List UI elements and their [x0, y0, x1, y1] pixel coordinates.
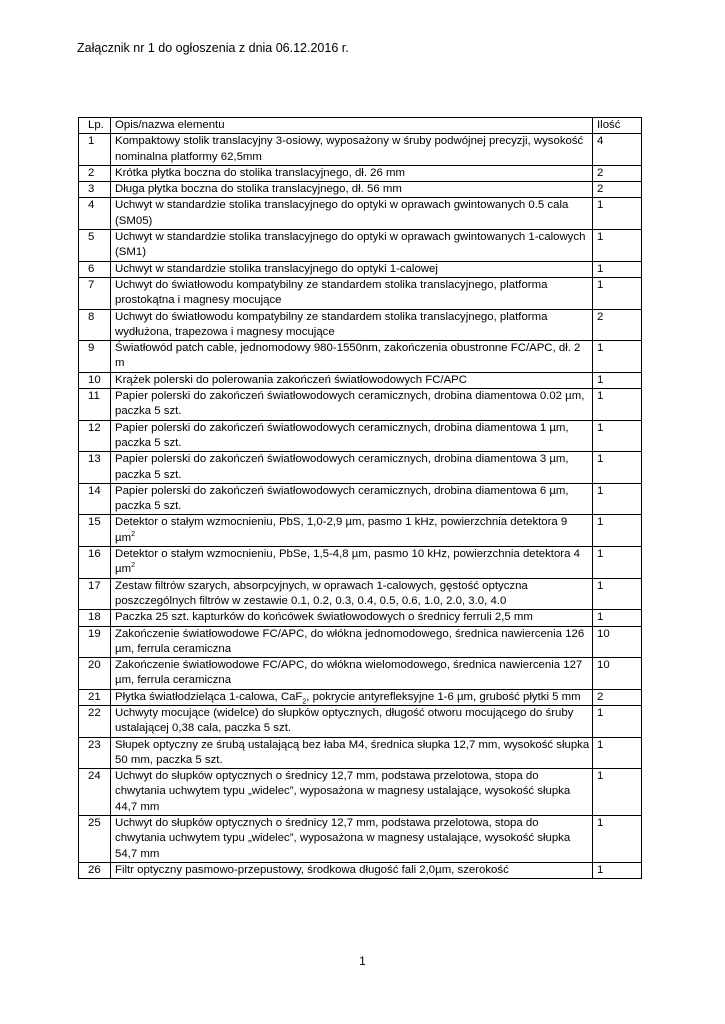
- item-description: [111, 277, 593, 309]
- page-number: 1: [359, 954, 366, 968]
- row-number: 3: [79, 182, 111, 198]
- row-number: 6: [79, 261, 111, 277]
- item-quantity: 1: [593, 862, 642, 878]
- table-row: [79, 862, 642, 878]
- description-text: 2: [302, 697, 307, 705]
- description-text: Detektor o stałym wzmocnieniu, PbSe, 1,5-4,8 µm, pasmo 10 kHz, powierzchnia detektora 4 µm: [115, 548, 580, 576]
- item-quantity: 2: [593, 309, 642, 341]
- item-quantity: 4: [593, 134, 642, 166]
- table-row: [79, 261, 642, 277]
- item-quantity: 10: [593, 626, 642, 658]
- description-text: Światłowód patch cable, jednomodowy 980-1550nm, zakończenia obustronne FC/APC, dł. 2 m: [115, 342, 581, 370]
- table-row: [79, 737, 642, 769]
- item-description: [111, 737, 593, 769]
- table-row: [79, 372, 642, 388]
- description-text: Papier polerski do zakończeń światłowodowych ceramicznych, drobina diamentowa 3 µm, paczka 5 szt.: [115, 453, 569, 481]
- item-description: [111, 626, 593, 658]
- item-quantity: 1: [593, 610, 642, 626]
- row-number: 13: [79, 452, 111, 484]
- table-row: [79, 165, 642, 181]
- description-text: Uchwyty mocujące (widelce) do słupków optycznych, długość otworu mocującego do śruby ustalającej 0,38 cala, paczka 5 szt.: [115, 706, 574, 735]
- item-description: [111, 372, 593, 388]
- item-quantity: 1: [593, 372, 642, 388]
- row-number: 10: [79, 372, 111, 388]
- row-number: 18: [79, 610, 111, 626]
- description-text: Zakończenie światłowodowe FC/APC, do włókna jednomodowego, średnica nawiercenia 126 µm, ferrula ceramiczna: [115, 627, 585, 655]
- description-text: Uchwyt w standardzie stolika translacyjnego do optyki w oprawach gwintowanych 1-calowych (SM1): [115, 231, 586, 259]
- row-number: 1: [79, 134, 111, 166]
- item-description: [111, 515, 593, 547]
- description-text: Detektor o stałym wzmocnieniu, PbS, 1,0-2,9 µm, pasmo 1 kHz, powierzchnia detektora 9 µm: [115, 516, 568, 544]
- row-number: 11: [79, 389, 111, 421]
- row-number: 16: [79, 547, 111, 579]
- description-text: Papier polerski do zakończeń światłowodowych ceramicznych, drobina diamentowa 0.02 µm, paczka 5 szt.: [115, 390, 585, 418]
- table-row: [79, 483, 642, 515]
- table-row: [79, 420, 642, 452]
- item-quantity: 1: [593, 515, 642, 547]
- row-number: 14: [79, 483, 111, 515]
- row-number: 9: [79, 341, 111, 373]
- description-text: Uchwyt do słupków optycznych o średnicy 12,7 mm, podstawa przelotowa, stopa do chwytania uchwytem typu „widelec”, wyposażona w magnesy ustalające, wysokość słupka 44,7 mm: [115, 770, 571, 813]
- item-quantity: 2: [593, 165, 642, 181]
- item-description: [111, 182, 593, 198]
- item-description: [111, 389, 593, 421]
- row-number: 22: [79, 705, 111, 737]
- table-row: [79, 626, 642, 658]
- table-row: [79, 610, 642, 626]
- item-description: [111, 420, 593, 452]
- item-quantity: 1: [593, 389, 642, 421]
- description-text: Długa płytka boczna do stolika translacyjnego, dł. 56 mm: [115, 183, 402, 196]
- row-number: 25: [79, 816, 111, 863]
- item-quantity: 2: [593, 182, 642, 198]
- row-number: 21: [79, 689, 111, 705]
- description-text: Uchwyt do światłowodu kompatybilny ze standardem stolika translacyjnego, platforma prostokątna i magnesy mocujące: [115, 278, 548, 307]
- description-text: Paczka 25 szt. kapturków do końcówek światłowodowych o średnicy ferruli 2,5 mm: [115, 611, 533, 624]
- table-row: [79, 705, 642, 737]
- description-text: 2: [131, 562, 135, 570]
- item-quantity: 1: [593, 341, 642, 373]
- description-text: Słupek optyczny ze śrubą ustalającą bez łaba M4, średnica słupka 12,7 mm, wysokość słupka 50 mm, paczka 5 szt.: [115, 738, 590, 766]
- item-quantity: 10: [593, 658, 642, 690]
- item-description: [111, 862, 593, 878]
- item-description: [111, 341, 593, 373]
- description-text: Papier polerski do zakończeń światłowodowych ceramicznych, drobina diamentowa 6 µm, paczka 5 szt.: [115, 484, 569, 513]
- description-text: Uchwyt w standardzie stolika translacyjnego do optyki w oprawach gwintowanych 0.5 cala (SM05): [115, 199, 569, 227]
- row-number: 5: [79, 230, 111, 262]
- items-table: [78, 117, 642, 879]
- item-quantity: 1: [593, 547, 642, 579]
- item-quantity: 2: [593, 689, 642, 705]
- item-description: [111, 705, 593, 737]
- item-quantity: 1: [593, 769, 642, 816]
- row-number: 19: [79, 626, 111, 658]
- row-number: 8: [79, 309, 111, 341]
- table-row: [79, 134, 642, 166]
- row-number: 7: [79, 277, 111, 309]
- table-row: [79, 230, 642, 262]
- description-text: Zestaw filtrów szarych, absorpcyjnych, w oprawach 1-calowych, gęstość optyczna poszczególnych filtrów w zestawie 0.1, 0.2, 0.3, 0.4, 0.5, 0.6, 1.0, 2.0, 3.0, 4.0: [115, 579, 528, 607]
- description-text: Uchwyt do światłowodu kompatybilny ze standardem stolika translacyjnego, platforma wydłużona, trapezowa i magnesy mocujące: [115, 310, 548, 338]
- item-description: [111, 452, 593, 484]
- item-quantity: 1: [593, 261, 642, 277]
- table-row: [79, 547, 642, 579]
- table-row: [79, 769, 642, 816]
- description-text: Uchwyt do słupków optycznych o średnicy 12,7 mm, podstawa przelotowa, stopa do chwytania uchwytem typu „widelec”, wyposażona w magnesy ustalające, wysokość słupka 54,7 mm: [115, 817, 571, 860]
- description-text: 2: [131, 530, 135, 538]
- item-quantity: 1: [593, 816, 642, 863]
- item-quantity: 1: [593, 578, 642, 610]
- table-header-row: [79, 118, 642, 134]
- row-number: 4: [79, 198, 111, 230]
- table-row: [79, 578, 642, 610]
- item-quantity: 1: [593, 483, 642, 515]
- description-text: Zakończenie światłowodowe FC/APC, do włókna wielomodowego, średnica nawiercenia 127 µm, ferrula ceramiczna: [115, 659, 583, 687]
- item-description: [111, 578, 593, 610]
- table-row: [79, 182, 642, 198]
- table-row: [79, 515, 642, 547]
- item-description: [111, 230, 593, 262]
- row-number: 12: [79, 420, 111, 452]
- item-description: [111, 658, 593, 690]
- description-text: Krążek polerski do polerowania zakończeń światłowodowych FC/APC: [115, 373, 468, 386]
- column-header-lp: Lp.: [79, 118, 111, 134]
- item-quantity: 1: [593, 198, 642, 230]
- item-quantity: 1: [593, 277, 642, 309]
- description-text: Kompaktowy stolik translacyjny 3-osiowy, wyposażony w śruby podwójnej precyzji, wysokość nominalna platformy 62,5mm: [115, 135, 584, 163]
- item-description: [111, 134, 593, 166]
- item-description: [111, 769, 593, 816]
- table-row: [79, 277, 642, 309]
- item-quantity: 1: [593, 230, 642, 262]
- item-quantity: 1: [593, 705, 642, 737]
- description-text: Papier polerski do zakończeń światłowodowych ceramicznych, drobina diamentowa 1 µm, paczka 5 szt.: [115, 421, 569, 449]
- row-number: 24: [79, 769, 111, 816]
- table-row: [79, 452, 642, 484]
- table-row: [79, 816, 642, 863]
- row-number: 23: [79, 737, 111, 769]
- table-row: [79, 389, 642, 421]
- row-number: 26: [79, 862, 111, 878]
- table-row: [79, 689, 642, 705]
- table-row: [79, 658, 642, 690]
- item-quantity: 1: [593, 452, 642, 484]
- description-text: , pokrycie antyrefleksyjne 1-6 µm, grubość płytki 5 mm: [306, 690, 581, 703]
- item-quantity: 1: [593, 737, 642, 769]
- row-number: 20: [79, 658, 111, 690]
- row-number: 15: [79, 515, 111, 547]
- document-header: Załącznik nr 1 do ogłoszenia z dnia 06.12.2016 r.: [77, 41, 349, 55]
- table-row: [79, 198, 642, 230]
- row-number: 2: [79, 165, 111, 181]
- item-description: [111, 610, 593, 626]
- description-text: Filtr optyczny pasmowo-przepustowy, środkowa długość fali 2,0µm, szerokość: [115, 863, 509, 876]
- item-description: [111, 261, 593, 277]
- row-number: 17: [79, 578, 111, 610]
- description-text: Krótka płytka boczna do stolika translacyjnego, dł. 26 mm: [115, 166, 405, 179]
- description-text: Uchwyt w standardzie stolika translacyjnego do optyki 1-calowej: [115, 262, 438, 275]
- item-description: [111, 198, 593, 230]
- column-header-description: Opis/nazwa elementu: [111, 118, 593, 134]
- item-description: [111, 165, 593, 181]
- item-description: [111, 816, 593, 863]
- item-description: [111, 689, 593, 705]
- description-text: Płytka światłodzieląca 1-calowa, CaF: [115, 690, 303, 703]
- item-description: [111, 547, 593, 579]
- column-header-quantity: Ilość: [593, 118, 642, 134]
- table-row: [79, 341, 642, 373]
- item-description: [111, 309, 593, 341]
- item-quantity: 1: [593, 420, 642, 452]
- table-row: [79, 309, 642, 341]
- item-description: [111, 483, 593, 515]
